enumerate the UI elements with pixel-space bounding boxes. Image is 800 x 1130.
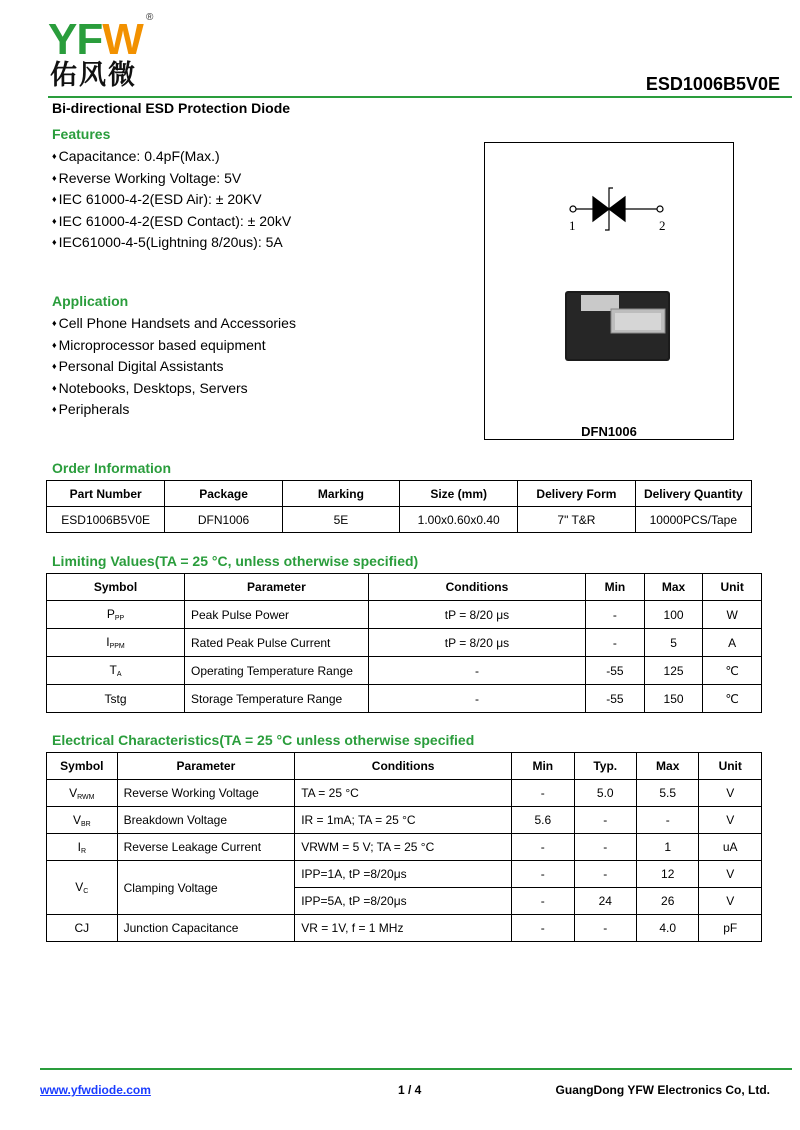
parameter-cell: Rated Peak Pulse Current [184, 629, 368, 657]
column-header: Package [165, 481, 282, 507]
conditions-cell: VR = 1V, f = 1 MHz [295, 915, 512, 942]
device-figure [485, 143, 732, 438]
conditions-cell: tP = 8/20 μs [368, 601, 585, 629]
conditions-cell: IPP=5A, tP =8/20μs [295, 888, 512, 915]
feature-item: ♦ IEC61000-4-5(Lightning 8/20us): 5A [52, 233, 291, 255]
column-header: Parameter [184, 574, 368, 601]
table-row [47, 657, 762, 685]
min-cell: -55 [586, 657, 645, 685]
conditions-cell: TA = 25 °C [295, 780, 512, 807]
column-header: Symbol [47, 574, 185, 601]
unit-cell: V [699, 888, 762, 915]
electrical-characteristics-heading: Electrical Characteristics(TA = 25 °C unless otherwise specified [52, 732, 475, 748]
column-header: Max [644, 574, 703, 601]
parameter-cell: Clamping Voltage [117, 861, 295, 915]
header-divider [48, 96, 792, 98]
column-header: Delivery Quantity [635, 481, 751, 507]
column-header: Unit [699, 753, 762, 780]
min-cell: - [512, 861, 574, 888]
table-header-row [47, 753, 762, 780]
conditions-cell: IPP=1A, tP =8/20μs [295, 861, 512, 888]
table-header-row [47, 574, 762, 601]
unit-cell: V [699, 861, 762, 888]
limiting-values-table [46, 573, 762, 713]
order-info-table [46, 480, 752, 533]
application-item: ♦ Peripherals [52, 400, 296, 422]
table-row [47, 601, 762, 629]
application-heading: Application [52, 293, 129, 309]
min-cell: - [512, 780, 574, 807]
column-header: Marking [282, 481, 399, 507]
unit-cell: V [699, 807, 762, 834]
table-row [47, 629, 762, 657]
column-header: Unit [703, 574, 762, 601]
electrical-characteristics-table [46, 752, 762, 942]
table-row [47, 834, 762, 861]
feature-item: ♦ IEC 61000-4-2(ESD Air): ± 20KV [52, 190, 291, 212]
symbol-cell: $V_{BR}$ [47, 807, 118, 834]
column-header: Conditions [295, 753, 512, 780]
symbol-cell: $V_C$ [47, 861, 118, 915]
feature-item: ♦ Reverse Working Voltage: 5V [52, 169, 291, 191]
column-header: Parameter [117, 753, 295, 780]
max-cell: 100 [644, 601, 703, 629]
order-info-heading: Order Information [52, 460, 172, 476]
column-header: Min [586, 574, 645, 601]
column-header: Typ. [574, 753, 636, 780]
application-item: ♦ Microprocessor based equipment [52, 336, 296, 358]
feature-item: ♦ IEC 61000-4-2(ESD Contact): ± 20kV [52, 212, 291, 234]
parameter-cell: Breakdown Voltage [117, 807, 295, 834]
parameter-cell: Reverse Leakage Current [117, 834, 295, 861]
document-title: Bi-directional ESD Protection Diode [52, 100, 291, 116]
min-cell: - [512, 888, 574, 915]
typ-cell: 24 [574, 888, 636, 915]
symbol-cell: $P_{PP}$ [47, 601, 185, 629]
table-row [47, 780, 762, 807]
device-figure-box [484, 142, 734, 440]
table-cell: 10000PCS/Tape [635, 507, 751, 533]
max-cell: 1 [636, 834, 698, 861]
max-cell: 125 [644, 657, 703, 685]
unit-cell: A [703, 629, 762, 657]
symbol-cell: $I_{PPM}$ [47, 629, 185, 657]
min-cell: - [512, 834, 574, 861]
logo-chinese-text: 佑风微 [50, 60, 137, 91]
table-row [47, 807, 762, 834]
max-cell: 12 [636, 861, 698, 888]
max-cell: 5 [644, 629, 703, 657]
table-cell: 7" T&R [518, 507, 635, 533]
application-item: ♦ Cell Phone Handsets and Accessories [52, 314, 296, 336]
conditions-cell: VRWM = 5 V; TA = 25 °C [295, 834, 512, 861]
parameter-cell: Peak Pulse Power [184, 601, 368, 629]
table-cell: 5E [282, 507, 399, 533]
column-header: Size (mm) [400, 481, 518, 507]
table-row [47, 861, 762, 888]
column-header: Delivery Form [518, 481, 635, 507]
min-cell: - [512, 915, 574, 942]
unit-cell: V [699, 780, 762, 807]
page-number: 1 / 4 [398, 1083, 422, 1097]
application-list [52, 314, 296, 422]
conditions-cell: - [368, 657, 585, 685]
typ-cell: - [574, 915, 636, 942]
table-cell: DFN1006 [165, 507, 282, 533]
features-heading: Features [52, 126, 111, 142]
min-cell: - [586, 629, 645, 657]
typ-cell: - [574, 807, 636, 834]
logo-text: YFW [48, 15, 143, 64]
parameter-cell: Operating Temperature Range [184, 657, 368, 685]
company-logo [48, 15, 143, 64]
typ-cell: - [574, 861, 636, 888]
parameter-cell: Reverse Working Voltage [117, 780, 295, 807]
symbol-cell: $T_A$ [47, 657, 185, 685]
table-row [47, 685, 762, 713]
features-list [52, 147, 291, 255]
table-row [47, 507, 752, 533]
symbol-cell: CJ [47, 915, 118, 942]
min-cell: - [586, 601, 645, 629]
column-header: Max [636, 753, 698, 780]
typ-cell: - [574, 834, 636, 861]
application-item: ♦ Personal Digital Assistants [52, 357, 296, 379]
pin2-label: 2 [659, 218, 666, 233]
dfn1006-package-image [565, 291, 670, 361]
max-cell: 4.0 [636, 915, 698, 942]
conditions-cell: IR = 1mA; TA = 25 °C [295, 807, 512, 834]
max-cell: 5.5 [636, 780, 698, 807]
unit-cell: ℃ [703, 685, 762, 713]
column-header: Min [512, 753, 574, 780]
min-cell: 5.6 [512, 807, 574, 834]
registered-mark: ® [146, 12, 154, 23]
part-number-heading: ESD1006B5V0E [645, 74, 780, 94]
column-header: Conditions [368, 574, 585, 601]
parameter-cell: Storage Temperature Range [184, 685, 368, 713]
symbol-cell: $V_{RWM}$ [47, 780, 118, 807]
unit-cell: pF [699, 915, 762, 942]
table-header-row [47, 481, 752, 507]
table-cell: 1.00x0.60x0.40 [400, 507, 518, 533]
unit-cell: W [703, 601, 762, 629]
typ-cell: 5.0 [574, 780, 636, 807]
unit-cell: uA [699, 834, 762, 861]
symbol-cell: $I_R$ [47, 834, 118, 861]
footer-divider [40, 1068, 792, 1070]
limiting-values-heading: Limiting Values(TA = 25 °C, unless otherwise specified) [52, 553, 419, 569]
package-label: DFN1006 [581, 424, 637, 439]
max-cell: 26 [636, 888, 698, 915]
max-cell: 150 [644, 685, 703, 713]
symbol-cell: Tstg [47, 685, 185, 713]
table-row [47, 915, 762, 942]
parameter-cell: Junction Capacitance [117, 915, 295, 942]
feature-item: ♦ Capacitance: 0.4pF(Max.) [52, 147, 291, 169]
column-header: Part Number [47, 481, 165, 507]
conditions-cell: tP = 8/20 μs [368, 629, 585, 657]
conditions-cell: - [368, 685, 585, 713]
unit-cell: ℃ [703, 657, 762, 685]
website-link[interactable]: www.yfwdiode.com [40, 1083, 151, 1097]
application-item: ♦ Notebooks, Desktops, Servers [52, 379, 296, 401]
bidirectional-diode-symbol [570, 188, 663, 230]
max-cell: - [636, 807, 698, 834]
company-name: GuangDong YFW Electronics Co, Ltd. [555, 1083, 770, 1097]
column-header: Symbol [47, 753, 118, 780]
pin1-label: 1 [569, 218, 576, 233]
table-cell: ESD1006B5V0E [47, 507, 165, 533]
min-cell: -55 [586, 685, 645, 713]
